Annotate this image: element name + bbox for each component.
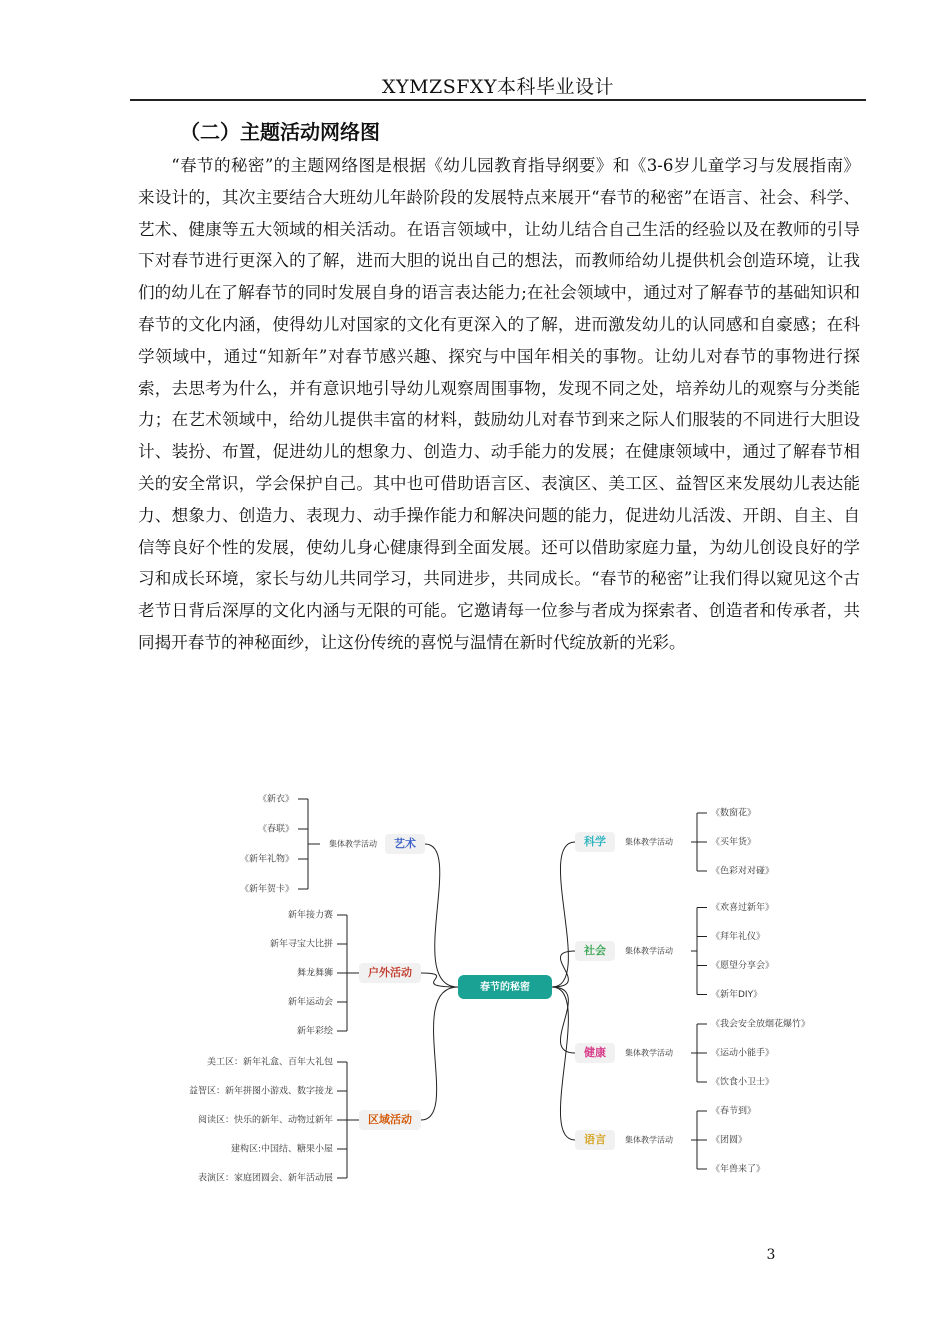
branch-line bbox=[425, 844, 458, 987]
leaf-item: 新年接力赛 bbox=[287, 910, 333, 921]
branch-label: 语言 bbox=[584, 1133, 606, 1146]
leaf-item: 美工区：新年礼盒、百年大礼包 bbox=[206, 1057, 333, 1068]
branch-sub-label: 集体教学活动 bbox=[625, 837, 673, 847]
leaf-item: 《欢喜过新年》 bbox=[711, 903, 775, 913]
theme-mindmap bbox=[160, 780, 860, 1200]
leaf-item: 《新衣》 bbox=[257, 794, 294, 805]
branch-label: 区域活动 bbox=[368, 1113, 412, 1126]
leaf-item: 《数窗花》 bbox=[711, 808, 757, 819]
branch-label: 科学 bbox=[584, 835, 606, 848]
header-rule bbox=[130, 99, 866, 101]
leaf-item: 《团圆》 bbox=[711, 1135, 748, 1146]
leaf-item: 《我会安全放烟花爆竹》 bbox=[711, 1019, 811, 1030]
leaf-item: 《买年货》 bbox=[711, 837, 757, 848]
leaf-item: 表演区：家庭团圆会、新年活动展 bbox=[197, 1173, 333, 1184]
leaf-item: 《年兽来了》 bbox=[711, 1164, 766, 1175]
branch-line bbox=[552, 987, 575, 1140]
branch-line bbox=[552, 987, 575, 1053]
leaf-item: 《春节到》 bbox=[711, 1106, 757, 1117]
branch-sub-label: 集体教学活动 bbox=[625, 946, 673, 956]
leaf-item: 《饮食小卫士》 bbox=[711, 1077, 775, 1088]
leaf-item: 《新年礼物》 bbox=[239, 854, 294, 865]
branch-line bbox=[552, 842, 575, 987]
section-title: （二）主题活动网络图 bbox=[180, 120, 380, 144]
center-node-label: 春节的秘密 bbox=[480, 982, 530, 993]
page-number: 3 bbox=[766, 1247, 776, 1263]
leaf-item: 《新年DIY》 bbox=[711, 990, 763, 1000]
branch-sub-label: 集体教学活动 bbox=[625, 1048, 673, 1058]
body-paragraph: “春节的秘密”的主题网络图是根据《幼儿园教育指导纲要》和《3-6岁儿童学习与发展指南》来设计的，其次主要结合大班幼儿年龄阶段的发展特点来展开“春节的秘密”在语言、社会、科学、艺术、健康等五大领域的相关活动。在语言领域中，让幼儿结合自己生活的经验以及在教师的引导下对春节进行更深入的了解，进而大胆的说出自己的想法，而教师给幼儿提供机会创造环境，让我们的幼儿在了解春节的同时发展自身的语言表达能力;在社会领域中，通过对了解春节的基础知识和春节的文化内涵，使得幼儿对国家的文化有更深入的了解，进而激发幼儿的认同感和自豪感；在科学领域中，通过“知新年”对春节感兴趣、探究与中国年相关的事物。让幼儿对春节的事物进行探索，去思考为什么，并有意识地引导幼儿观察周围事物，发现不同之处，培养幼儿的观察与分类能力；在艺术领域中，给幼儿提供丰富的材料，鼓励幼儿对春节到来之际人们服装的不同进行大胆设计、装扮、布置，促进幼儿的想象力、创造力、动手能力的发展；在健康领域中，通过了解春节相关的安全常识，学会保护自己。其中也可借助语言区、表演区、美工区、益智区来发展幼儿表达能力、想象力、创造力、表现力、动手操作能力和解决问题的能力，促进幼儿活泼、开朗、自主、自信等良好个性的发展，使幼儿身心健康得到全面发展。还可以借助家庭力量，为幼儿创设良好的学习和成长环境，家长与幼儿共同学习，共同进步，共同成长。“春节的秘密”让我们得以窥见这个古老节日背后深厚的文化内涵与无限的可能。它邀请每一位参与者成为探索者、创造者和传承者，共同揭开春节的神秘面纱，让这份传统的喜悦与温情在新时代绽放新的光彩。 bbox=[138, 156, 860, 652]
leaf-item: 新年彩绘 bbox=[296, 1026, 333, 1037]
branch-label: 健康 bbox=[584, 1046, 606, 1059]
leaf-item: 《色彩对对碰》 bbox=[711, 866, 775, 877]
branch-label: 户外活动 bbox=[368, 966, 412, 979]
leaf-item: 《愿望分享会》 bbox=[711, 961, 775, 971]
leaf-item: 《拜年礼仪》 bbox=[711, 932, 766, 942]
leaf-item: 新年寻宝大比拼 bbox=[269, 939, 333, 950]
page-header: XYMZSFXY本科毕业设计 bbox=[382, 76, 614, 98]
branch-sub-label: 集体教学活动 bbox=[625, 1135, 673, 1145]
branch-label: 艺术 bbox=[394, 837, 416, 850]
branch-label: 社会 bbox=[584, 944, 606, 957]
leaf-item: 《春联》 bbox=[257, 824, 294, 835]
leaf-item: 建构区:中国结、糖果小屋 bbox=[230, 1144, 333, 1155]
leaf-item: 益智区：新年拼图小游戏、数字接龙 bbox=[188, 1086, 333, 1097]
leaf-item: 《新年贺卡》 bbox=[239, 884, 294, 895]
leaf-item: 《运动小能手》 bbox=[711, 1048, 775, 1059]
branch-sub-label: 集体教学活动 bbox=[329, 839, 377, 849]
branch-line bbox=[421, 987, 458, 1120]
leaf-item: 新年运动会 bbox=[287, 997, 333, 1008]
leaf-item: 阅读区：快乐的新年、动物过新年 bbox=[197, 1115, 333, 1126]
leaf-item: 舞龙舞狮 bbox=[296, 968, 333, 979]
